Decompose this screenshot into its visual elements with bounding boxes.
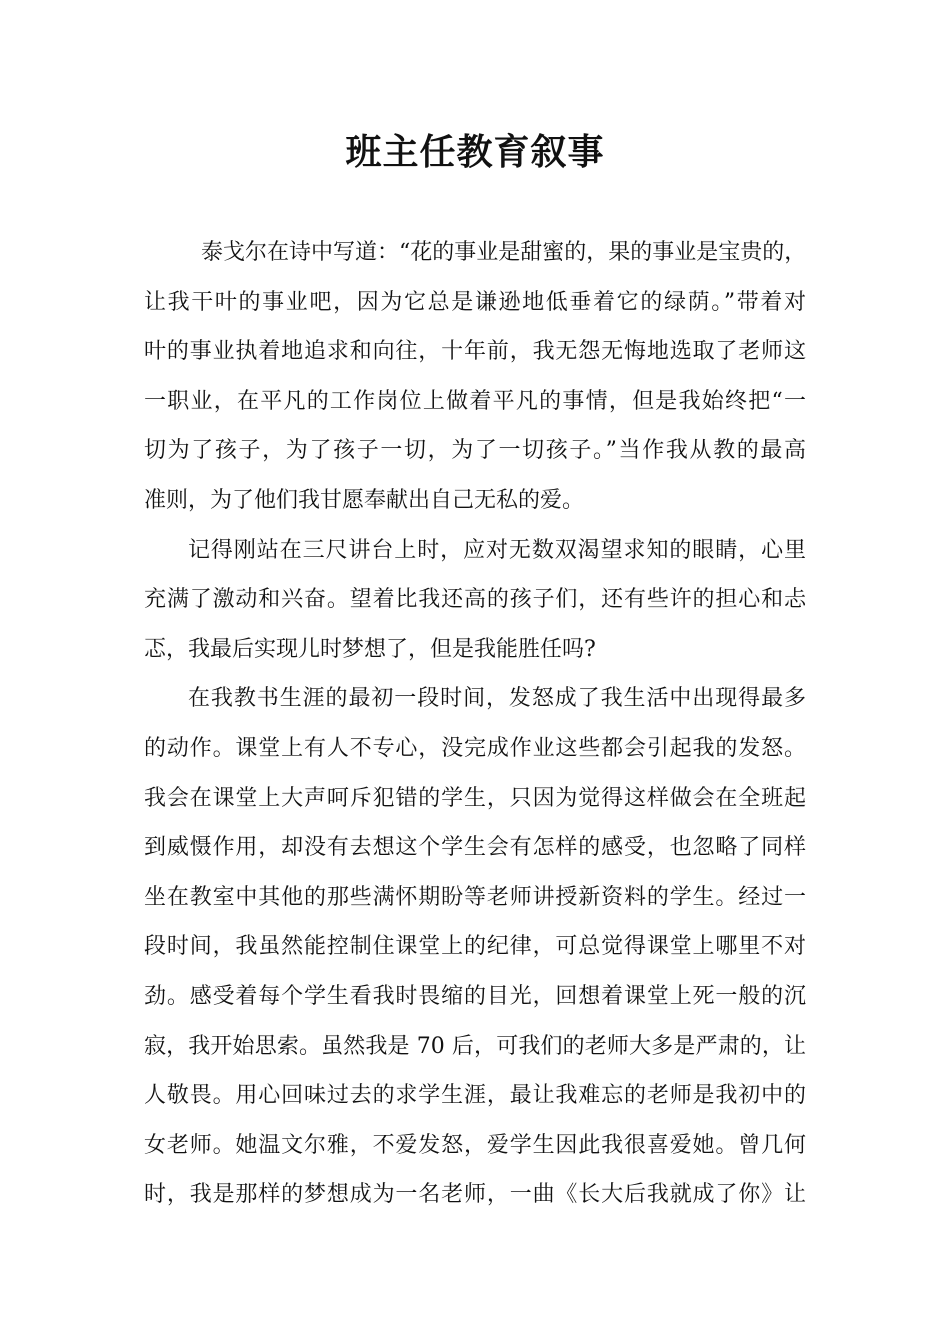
document-title: 班主任教育叙事 [345, 132, 605, 173]
text-line: 忑，我最后实现儿时梦想了，但是我能胜任吗? [144, 636, 596, 662]
text-line: 充满了激动和兴奋。望着比我还高的孩子们，还有些许的担心和忐 [144, 587, 806, 613]
paragraph [144, 526, 806, 675]
text-line: 段时间，我虽然能控制住课堂上的纪律，可总觉得课堂上哪里不对 [144, 934, 806, 960]
text-line: 叶的事业执着地追求和向往，十年前，我无怨无悔地选取了老师这 [144, 339, 806, 365]
text-line: 人敬畏。用心回味过去的求学生涯，最让我难忘的老师是我初中的 [144, 1083, 806, 1109]
text-line: 我会在课堂上大声呵斥犯错的学生，只因为觉得这样做会在全班起 [144, 785, 806, 811]
text-line: 让我干叶的事业吧，因为它总是谦逊地低垂着它的绿荫。”带着对 [144, 289, 806, 315]
text-line: 一职业，在平凡的工作岗位上做着平凡的事情，但是我始终把“一 [144, 388, 806, 414]
document-body [144, 228, 806, 1220]
text-line: 在我教书生涯的最初一段时间，发怒成了我生活中出现得最多 [188, 686, 806, 712]
text-line: 的动作。课堂上有人不专心，没完成作业这些都会引起我的发怒。 [144, 735, 806, 761]
text-line: 切为了孩子，为了孩子一切，为了一切孩子。”当作我从教的最高 [144, 438, 806, 464]
text-line: 泰戈尔在诗中写道：“花的事业是甜蜜的，果的事业是宝贵的， [201, 240, 807, 265]
paragraph [144, 228, 806, 526]
text-line: 时，我是那样的梦想成为一名老师，一曲《长大后我就成了你》让 [144, 1182, 806, 1208]
paragraph [144, 674, 806, 1220]
text-line: 到威慑作用，却没有去想这个学生会有怎样的感受，也忽略了同样 [144, 835, 806, 861]
text-line: 记得刚站在三尺讲台上时，应对无数双渴望求知的眼睛，心里 [188, 537, 806, 563]
text-line: 坐在教室中其他的那些满怀期盼等老师讲授新资料的学生。经过一 [144, 884, 806, 910]
text-line: 准则，为了他们我甘愿奉献出自己无私的爱。 [144, 487, 585, 513]
text-line: 女老师。她温文尔雅，不爱发怒，爱学生因此我很喜爱她。曾几何 [144, 1132, 806, 1158]
text-line: 劲。感受着每个学生看我时畏缩的目光，回想着课堂上死一般的沉 [144, 983, 806, 1009]
text-line: 寂，我开始思索。虽然我是 70 后，可我们的老师大多是严肃的，让 [144, 1033, 806, 1059]
